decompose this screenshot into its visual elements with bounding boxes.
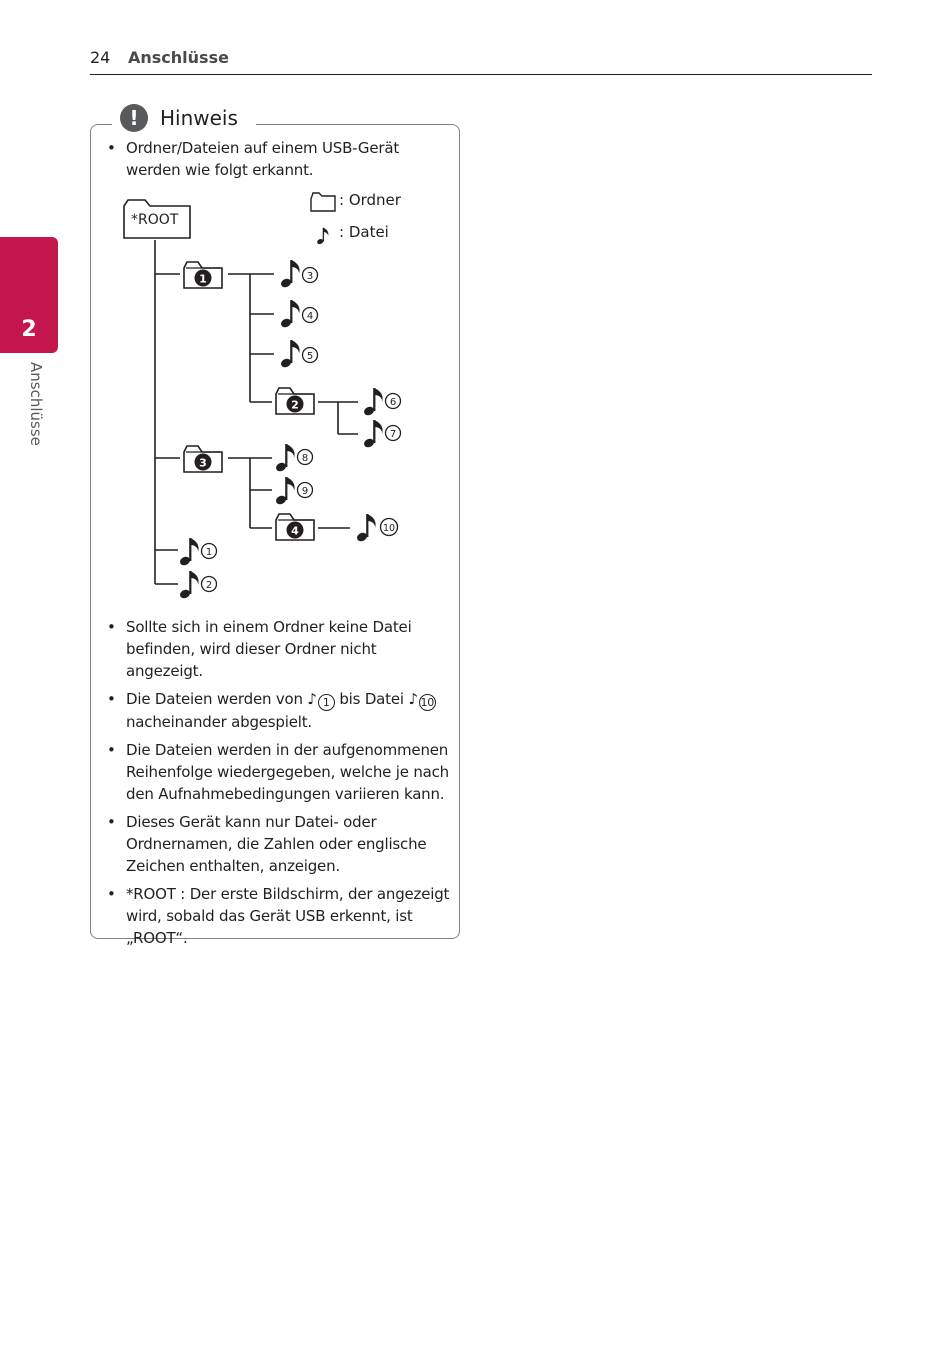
file-4-number: 4 [306, 311, 314, 322]
file-9-number: 9 [301, 486, 309, 497]
music-note-icon: ♪ [408, 690, 418, 708]
chapter-label-text: Anschlüsse [27, 362, 45, 446]
file-2-number: 2 [205, 580, 213, 591]
folder-4-number: 4 [291, 524, 299, 538]
file-ref-first-number: 1 [318, 694, 335, 711]
file-ref-first [307, 688, 334, 711]
bullet-root: • *ROOT : Der erste Bildschirm, der angezeigt wird, sobald das Gerät USB erkennt, ist „ROOT“. [104, 883, 452, 949]
root-label: *ROOT [131, 212, 179, 228]
music-note-icon: ♪ [307, 690, 317, 708]
file-ref-last-number: 10 [420, 696, 435, 709]
tree-connectors [155, 240, 358, 584]
notes-bullet-list [104, 616, 452, 955]
file-ref-last [408, 688, 435, 711]
bullet-play-order-middle: bis Datei [339, 690, 404, 708]
bullet-play-order-suffix: nacheinander abgespielt. [126, 713, 312, 731]
legend-folder-icon [311, 193, 335, 211]
section-title: Anschlüsse [128, 48, 229, 67]
file-8-number: 8 [301, 453, 309, 464]
bullet-intro: • Ordner/Dateien auf einem USB-Gerät werden wie folgt erkannt. [104, 137, 452, 181]
folder-3-number: 3 [199, 456, 207, 470]
file-10-number: 10 [382, 523, 396, 534]
folder-2-number: 2 [291, 398, 299, 412]
bullet-play-order-prefix: Die Dateien werden von [126, 690, 303, 708]
file-3-number: 3 [306, 271, 314, 282]
legend-file-label: : Datei [339, 223, 389, 241]
bullet-play-order [104, 688, 452, 733]
file-1-number: 1 [205, 547, 213, 558]
file-6-number: 6 [389, 397, 397, 408]
legend-file-icon [316, 228, 328, 245]
legend-folder-label: : Ordner [339, 191, 401, 209]
bullet-empty-folder: • Sollte sich in einem Ordner keine Datei befinden, wird dieser Ordner nicht angezeigt. [104, 616, 452, 682]
folder-1-number: 1 [199, 272, 207, 286]
note-title: Hinweis [160, 106, 238, 130]
bullet-recording-order: • Die Dateien werden in der aufgenommenen Reihenfolge wiedergegeben, welche je nach den Aufnahmebedingungen variieren kann. [104, 739, 452, 805]
exclamation-icon: ! [120, 104, 148, 132]
chapter-number: 2 [21, 317, 37, 342]
file-5-number: 5 [306, 351, 314, 362]
bullet-names: • Dieses Gerät kann nur Datei- oder Ordnernamen, die Zahlen oder englische Zeichen enthalten, anzeigen. [104, 811, 452, 877]
file-7-number: 7 [389, 429, 397, 440]
page-number: 24 [90, 48, 111, 67]
